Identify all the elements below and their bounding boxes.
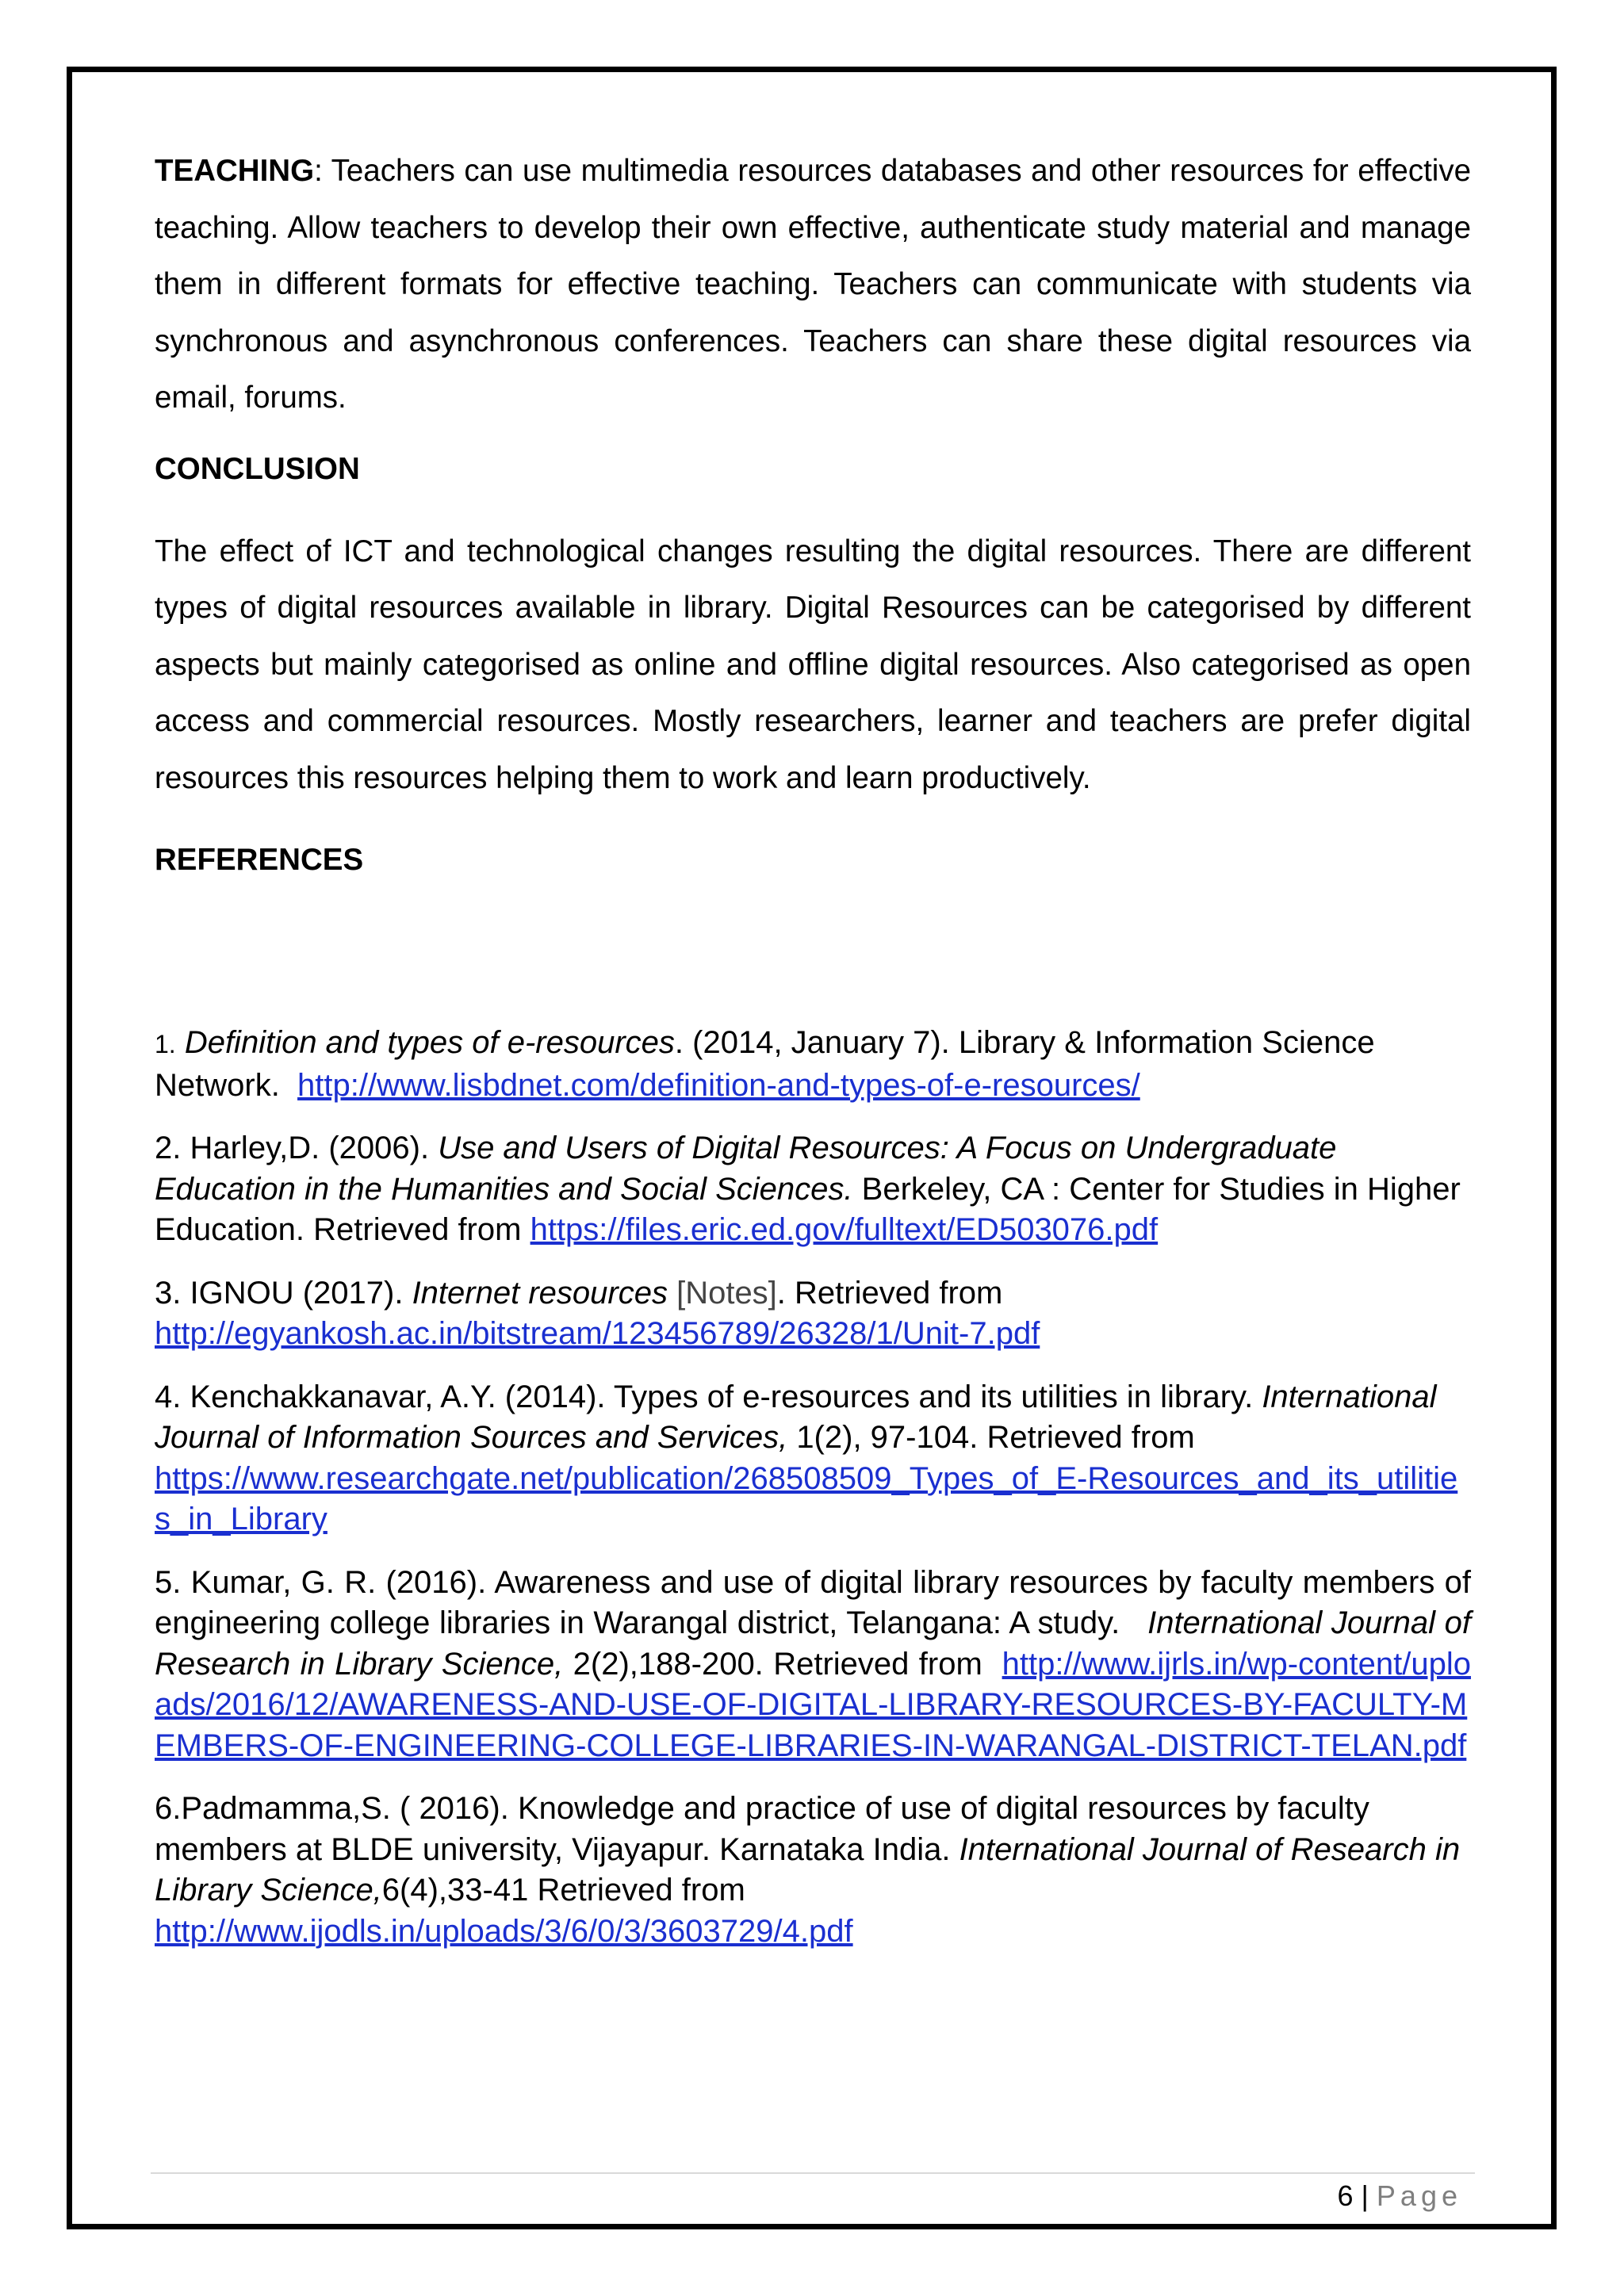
reference-item-5 xyxy=(155,1563,1471,1767)
teaching-paragraph xyxy=(155,143,1471,427)
reference-link[interactable]: http://www.ijodls.in/uploads/3/6/0/3/3603729/4.pdf xyxy=(155,1913,853,1949)
reference-link[interactable]: https://www.researchgate.net/publication/268508509_Types_of_E-Resources_and_its_utilities_in_Library xyxy=(155,1460,1458,1536)
reference-journal: International Journal of Information Sources and Services, xyxy=(155,1379,1437,1455)
reference-details: 1(2), 97-104. Retrieved from xyxy=(796,1420,1195,1455)
reference-link[interactable]: http://www.ijrls.in/wp-content/uploads/2016/12/AWARENESS-AND-USE-OF-DIGITAL-LIBRARY-RESOURCES-BY-FACULTY-MEMBERS-OF-ENGINEERING-COLLEGE-LIBRARIES-IN-WARANGAL-DISTRICT-TELAN.pdf xyxy=(155,1646,1471,1763)
page-footer xyxy=(1338,2174,1463,2218)
reference-link[interactable]: http://egyankosh.ac.in/bitstream/123456789/26328/1/Unit-7.pdf xyxy=(155,1316,1040,1351)
reference-author: 4. Kenchakkanavar, A.Y. (2014). Types of e-resources and its utilities in library. xyxy=(155,1379,1254,1414)
teaching-label: TEACHING xyxy=(155,154,315,188)
reference-item-4 xyxy=(155,1377,1471,1540)
reference-item-3 xyxy=(155,1273,1471,1355)
page-label: Page xyxy=(1376,2179,1462,2212)
reference-title: Definition and types of e-resources xyxy=(184,1025,675,1060)
conclusion-paragraph: The effect of ICT and technological changes resulting the digital resources. There are different types of digital resources available in library. Digital Resources can be categorised by different aspects but mainly categorised as online and offline digital resources. Also categorised as open access and commercial resources. Mostly researchers, learner and teachers are prefer digital resources this resources helping them to work and learn productively. xyxy=(155,534,1471,795)
reference-notes: [Notes] xyxy=(676,1275,777,1311)
footer-divider xyxy=(151,2172,1475,2174)
reference-author: 6.Padmamma,S. ( 2016). Knowledge and practice of use of digital resources by faculty members at BLDE university, Vijayapur. Karnataka India. xyxy=(155,1791,1369,1867)
reference-item-2 xyxy=(155,1128,1471,1251)
reference-details: . (2014, January 7). Library & Information Science Network. xyxy=(155,1025,1375,1103)
reference-title: Internet resources xyxy=(412,1275,668,1311)
reference-link[interactable]: http://www.lisbdnet.com/definition-and-types-of-e-resources/ xyxy=(297,1067,1140,1103)
reference-author: 5. Kumar, G. R. (2016). Awareness and use of digital library resources by faculty members of engineering college libraries in Warangal district, Telangana: A study. xyxy=(155,1564,1471,1640)
footer-separator: | xyxy=(1361,2179,1369,2212)
conclusion-heading: CONCLUSION xyxy=(155,451,360,486)
references-heading: REFERENCES xyxy=(155,843,364,877)
reference-link[interactable]: https://files.eric.ed.gov/fulltext/ED503076.pdf xyxy=(530,1212,1159,1247)
reference-details: 2(2),188-200. Retrieved from xyxy=(573,1646,982,1682)
reference-details: . Retrieved from xyxy=(776,1275,1003,1311)
reference-details: 6(4),33-41 Retrieved from xyxy=(381,1873,745,1908)
reference-journal: International Journal of Research in Library Science, xyxy=(155,1831,1461,1908)
page-number: 6 xyxy=(1337,2179,1354,2212)
reference-item-1 xyxy=(155,1023,1471,1106)
teaching-text: : Teachers can use multimedia resources databases and other resources for effective teaching. Allow teachers to develop their own effective, authenticate study material and manage them in different formats for effective teaching. Teachers can communicate with students via synchronous and asynchronous conferences. Teachers can share these digital resources via email, forums. xyxy=(155,154,1471,415)
reference-journal: International Journal of Research in Library Science, xyxy=(155,1605,1471,1682)
references-list xyxy=(155,1023,1471,1974)
reference-item-6 xyxy=(155,1789,1471,1952)
reference-details: Berkeley, CA : Center for Studies in Higher Education. Retrieved from xyxy=(155,1171,1461,1247)
main-content xyxy=(155,143,1471,884)
reference-number: 1. xyxy=(155,1030,176,1058)
reference-author: 3. IGNOU (2017). xyxy=(155,1275,404,1311)
reference-title: Use and Users of Digital Resources: A Focus on Undergraduate Education in the Humanities and Social Sciences. xyxy=(155,1131,1337,1207)
reference-author: 2. Harley,D. (2006). xyxy=(155,1131,430,1165)
